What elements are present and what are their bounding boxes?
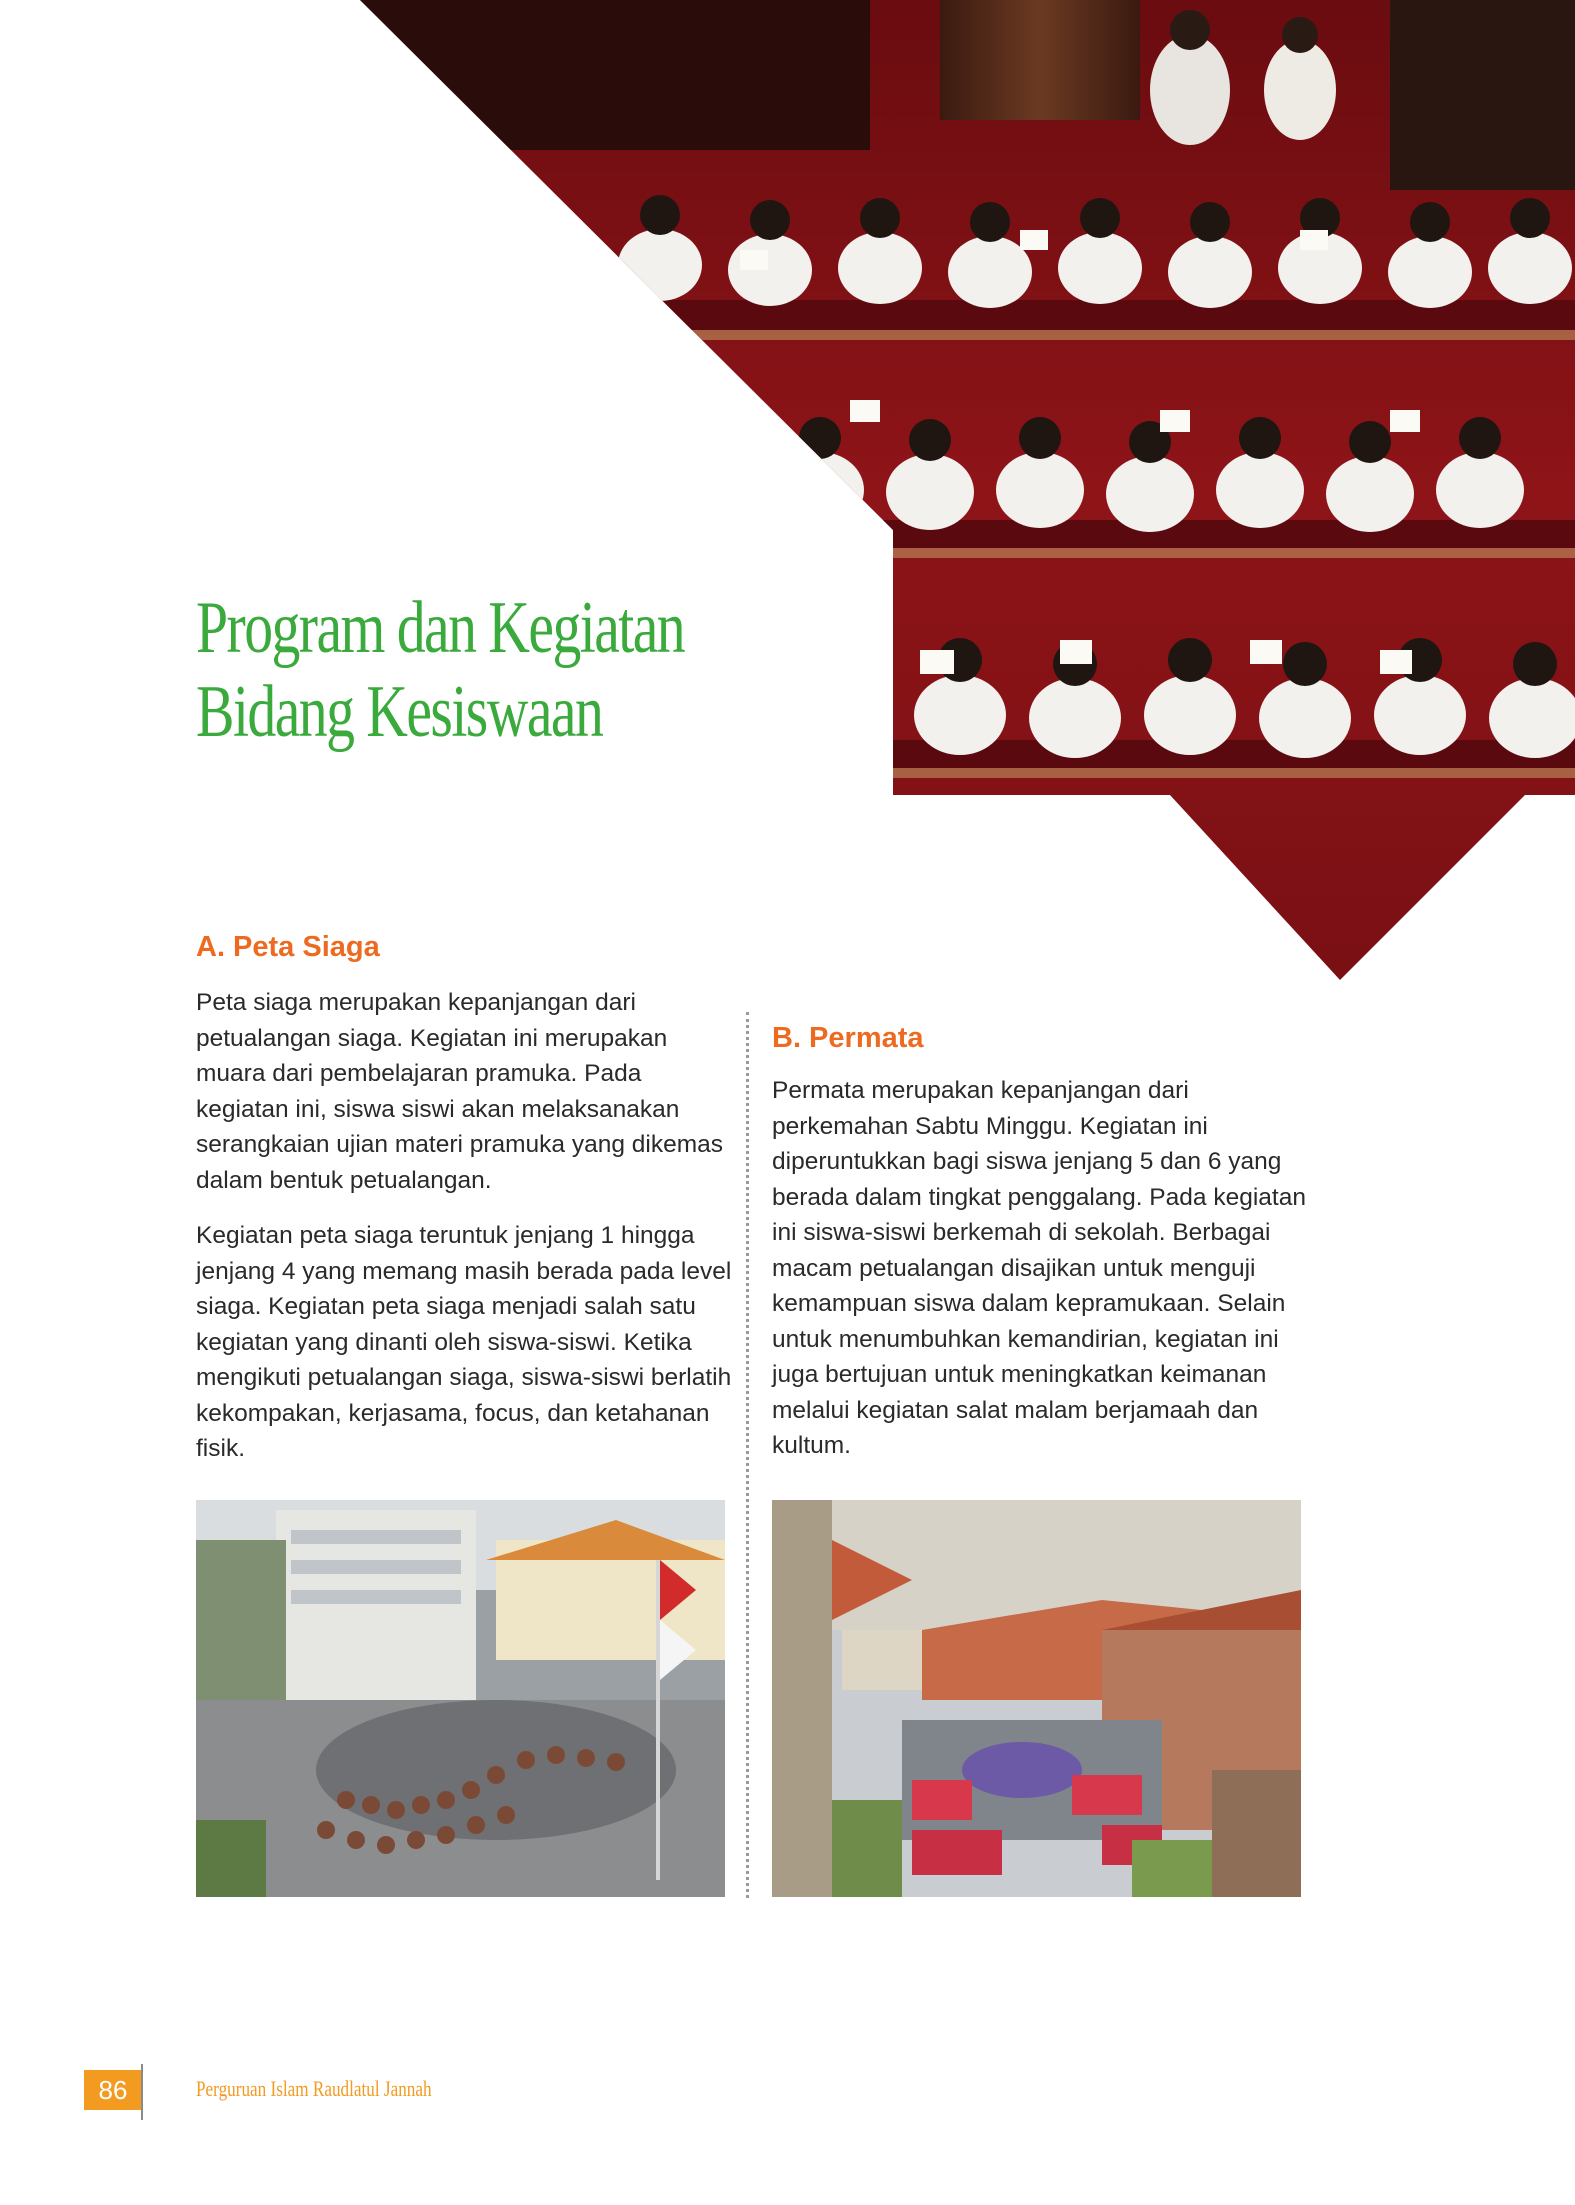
footer-divider [141,2064,143,2120]
hero-photo [0,0,1575,980]
page-title-line-1: Program dan Kegiatan [196,587,685,669]
publication-name: Perguruan Islam Raudlatul Jannah [196,2076,432,2101]
page-title-line-2: Bidang Kesiswaan [196,671,603,753]
section-a-heading: A. Peta Siaga [196,931,380,963]
section-b-paragraph-1: Permata merupakan kepanjangan dari perkemahan Sabtu Minggu. Kegiatan ini diperuntukkan bagi siswa jenjang 5 dan 6 yang berada dalam tingkat penggalang. Pada kegiatan ini siswa-siswi berkemah di sekolah. Berbagai macam petualangan disajikan untuk menguji kemampuan siswa dalam kepramukaan. Selain untuk menumbuhkan kemandirian, kegiatan ini juga bertujuan untuk meningkatkan keimanan melalui kegiatan salat malam berjamaah dan kultum. [772,1077,1306,1459]
permata-photo [772,1500,1301,1897]
section-a-paragraph-2: Kegiatan peta siaga teruntuk jenjang 1 hingga jenjang 4 yang memang masih berada pada level siaga. Kegiatan peta siaga menjadi salah satu kegiatan yang dinanti oleh siswa-siswi. Ketika mengikuti petualangan siaga, siswa-siswi berlatih kekompakan, kerjasama, focus, dan ketahanan fisik. [196,1222,732,1462]
page-title [196,586,684,754]
section-b-heading: B. Permata [772,1022,924,1054]
column-divider [746,1012,749,1898]
peta-siaga-photo [196,1500,725,1897]
page-number: 86 [84,2070,142,2110]
section-a-paragraph-1: Peta siaga merupakan kepanjangan dari petualangan siaga. Kegiatan ini merupakan muara dari pembelajaran pramuka. Pada kegiatan ini, siswa siswi akan melaksanakan serangkaian ujian materi pramuka yang dikemas dalam bentuk petualangan. [196,989,724,1194]
